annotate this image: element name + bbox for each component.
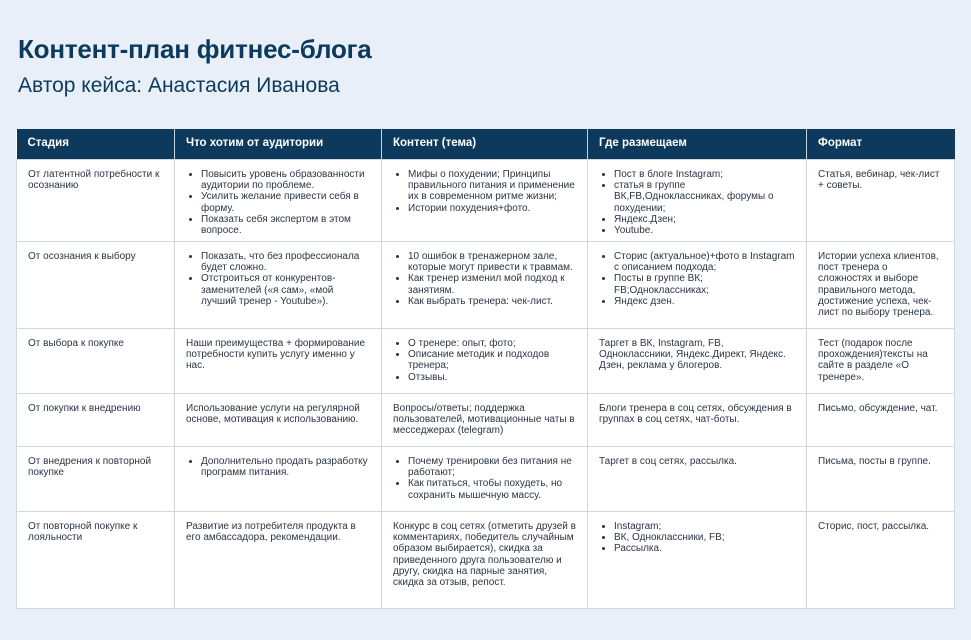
list-item: • Как тренер изменил мой подход к занятиям.	[408, 273, 576, 295]
list-item: • Рассылка.	[614, 543, 795, 554]
list-item: • 10 ошибок в тренажерном зале, которые могут привести к травмам.	[408, 251, 576, 273]
want-cell	[175, 242, 382, 329]
column-header-where: Где размещаем	[588, 129, 807, 160]
want-list	[186, 456, 370, 478]
table-row	[17, 160, 955, 242]
stage-cell: От выбора к покупке	[17, 329, 175, 394]
content-list	[393, 169, 576, 214]
column-header-stage: Стадия	[17, 129, 175, 160]
list-item: • Пост в блоге Instagram;	[614, 169, 795, 180]
list-item: • Повысить уровень образованности аудитории по проблеме.	[201, 169, 370, 191]
format-cell: Письмо, обсуждение, чат.	[807, 394, 955, 447]
want-cell	[175, 447, 382, 512]
content-cell: Конкурс в соц сетях (отметить друзей в комментариях, победитель случайным образом выбирается), скидка за приведенного друга пользователю и другу, скидка на парные занятия, скидка за отзыв, репост.	[382, 512, 588, 609]
format-cell: Истории успеха клиентов, пост тренера о сложностях и выборе правильного метода, достижение успеха, чек-лист по выбору тренера.	[807, 242, 955, 329]
where-cell: Блоги тренера в соц сетях, обсуждения в группах в соц сетях, чат-боты.	[588, 394, 807, 447]
column-header-format: Формат	[807, 129, 955, 160]
format-cell: Тест (подарок после прохождения)тексты на сайте в разделе «О тренере».	[807, 329, 955, 394]
list-item: • Сторис (актуальное)+фото в Instagram с описанием подхода;	[614, 251, 795, 273]
column-header-want: Что хотим от аудитории	[175, 129, 382, 160]
where-list	[599, 251, 795, 307]
list-item: • Instagram;	[614, 521, 795, 532]
list-item: • Посты в группе ВК; FB;Одноклассниках;	[614, 273, 795, 295]
stage-cell: От латентной потребности к осознанию	[17, 160, 175, 242]
list-item: • Отзывы.	[408, 372, 576, 383]
list-item: • Яндекс дзен.	[614, 296, 795, 307]
list-item: • ВК, Одноклассники, FB;	[614, 532, 795, 543]
list-item: • Истории похудения+фото.	[408, 203, 576, 214]
content-cell	[382, 160, 588, 242]
content-list	[393, 338, 576, 383]
column-header-content: Контент (тема)	[382, 129, 588, 160]
where-cell	[588, 242, 807, 329]
table-row	[17, 394, 955, 447]
where-cell	[588, 160, 807, 242]
format-cell: Письма, посты в группе.	[807, 447, 955, 512]
content-cell: Вопросы/ответы; поддержка пользователей, мотивационные чаты в месседжерах (telegram)	[382, 394, 588, 447]
content-list	[393, 251, 576, 307]
where-cell: Таргет в соц сетях, рассылка.	[588, 447, 807, 512]
list-item: • Youtube.	[614, 225, 795, 236]
list-item: • О тренере: опыт, фото;	[408, 338, 576, 349]
format-cell: Сторис, пост, рассылка.	[807, 512, 955, 609]
format-cell: Статья, вебинар, чек-лист + советы.	[807, 160, 955, 242]
table-row	[17, 242, 955, 329]
want-list	[186, 251, 370, 307]
want-list	[186, 169, 370, 236]
page-title: Контент-план фитнес-блога	[18, 34, 372, 64]
list-item: • Почему тренировки без питания не работают;	[408, 456, 576, 478]
where-cell: Таргет в ВК, Instagram, FB, Одноклассники, Яндекс.Директ, Яндекс. Дзен, реклама у блогеров.	[588, 329, 807, 394]
content-plan-table	[16, 129, 955, 609]
stage-cell: От повторной покупке к лояльности	[17, 512, 175, 609]
table-row	[17, 329, 955, 394]
stage-cell: От покупки к внедрению	[17, 394, 175, 447]
list-item: • Показать, что без профессионала будет сложно.	[201, 251, 370, 273]
table-row	[17, 447, 955, 512]
list-item: • Усилить желание привести себя в форму.	[201, 191, 370, 213]
want-cell: Наши преимущества + формирование потребности купить услугу именно у нас.	[175, 329, 382, 394]
list-item: • Как питаться, чтобы похудеть, но сохранить мышечную массу.	[408, 478, 576, 500]
list-item: • Показать себя экспертом в этом вопросе.	[201, 214, 370, 236]
where-cell	[588, 512, 807, 609]
page-subtitle: Автор кейса: Анастасия Иванова	[18, 74, 340, 97]
where-list	[599, 521, 795, 555]
content-cell	[382, 447, 588, 512]
content-cell	[382, 242, 588, 329]
list-item: • Яндекс.Дзен;	[614, 214, 795, 225]
list-item: • Описание методик и подходов тренера;	[408, 349, 576, 371]
list-item: • Отстроиться от конкурентов-заменителей («я сам», «мой лучший тренер - Youtube»).	[201, 273, 370, 307]
list-item: • Как выбрать тренера: чек-лист.	[408, 296, 576, 307]
want-cell: Использование услуги на регулярной основе, мотивация к использованию.	[175, 394, 382, 447]
list-item: • Дополнительно продать разработку программ питания.	[201, 456, 370, 478]
want-cell: Развитие из потребителя продукта в его амбассадора, рекомендации.	[175, 512, 382, 609]
stage-cell: От осознания к выбору	[17, 242, 175, 329]
table-header-row	[17, 129, 955, 160]
list-item: • Мифы о похудении; Принципы правильного питания и применение их в современном ритме жизни;	[408, 169, 576, 203]
table-row	[17, 512, 955, 609]
want-cell	[175, 160, 382, 242]
stage-cell: От внедрения к повторной покупке	[17, 447, 175, 512]
content-list	[393, 456, 576, 501]
content-cell	[382, 329, 588, 394]
where-list	[599, 169, 795, 236]
list-item: • статья в группе ВК,FB,Одноклассниках, форумы о похудении;	[614, 180, 795, 214]
